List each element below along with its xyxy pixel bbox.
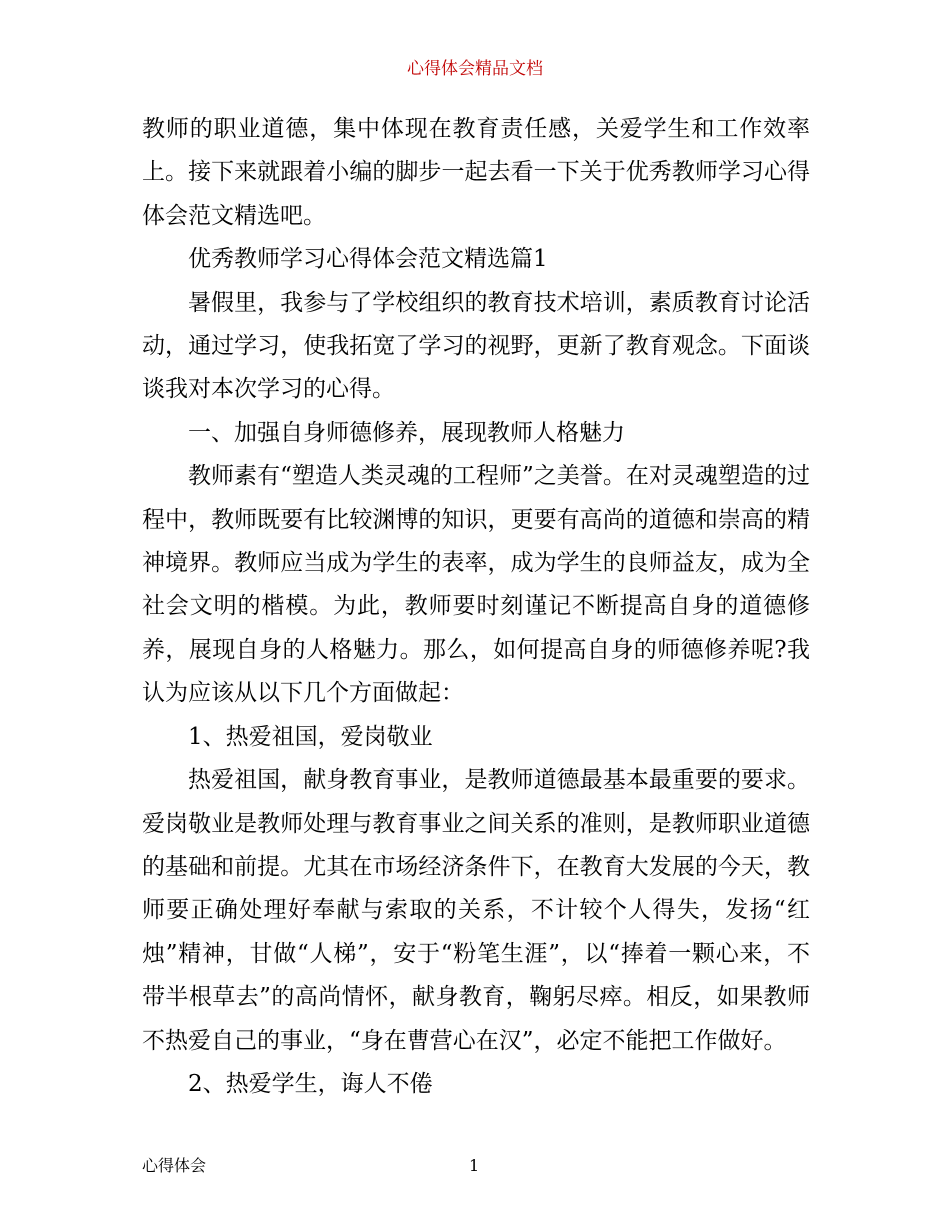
subsection-heading: 1、热爱祖国，爱岗敬业: [188, 723, 433, 750]
article-heading: 优秀教师学习心得体会范文精选篇1: [188, 246, 548, 273]
body-paragraph: 暑假里，我参与了学校组织的教育技术培训，素质教育讨论活动，通过学习，使我拓宽了学习的视野，更新了教育观念。下面谈谈我对本次学习的心得。: [142, 289, 810, 403]
body-paragraph: 教师素有“塑造人类灵魂的工程师”之美誉。在对灵魂塑造的过程中，教师既要有比较渊博的知识，更要有高尚的道德和崇高的精神境界。教师应当成为学生的表率，成为学生的良师益友，成为全社会文明的楷模。为此，教师要时刻谨记不断提高自身的道德修养，展现自身的人格魅力。那么，如何提高自身的师德修养呢?我认为应该从以下几个方面做起：: [142, 463, 810, 707]
page-header-title: 心得体会精品文档: [407, 59, 543, 79]
body-paragraph: 热爱祖国，献身教育事业，是教师道德最基本最重要的要求。爱岗敬业是教师处理与教育事业之间关系的准则，是教师职业道德的基础和前提。尤其在市场经济条件下，在教育大发展的今天，教师要正确处理好奉献与索取的关系，不计较个人得失，发扬“红烛”精神，甘做“人梯”，安于“粉笔生涯”，以“捧着一颗心来，不带半根草去”的高尚情怀，献身教育，鞠躬尽瘁。相反，如果教师不热爱自己的事业，“身在曹营心在汉”，必定不能把工作做好。: [142, 767, 810, 1054]
page-number: 1: [469, 1156, 480, 1175]
intro-paragraph: 教师的职业道德，集中体现在教育责任感，关爱学生和工作效率上。接下来就跟着小编的脚步一起去看一下关于优秀教师学习心得体会范文精选吧。: [142, 116, 810, 229]
footer-label: 心得体会: [142, 1156, 207, 1175]
subsection-heading: 2、热爱学生，诲人不倦: [188, 1070, 433, 1097]
document-body: [142, 108, 810, 1106]
section-heading: 一、加强自身师德修养，展现教师人格魅力: [188, 419, 625, 446]
